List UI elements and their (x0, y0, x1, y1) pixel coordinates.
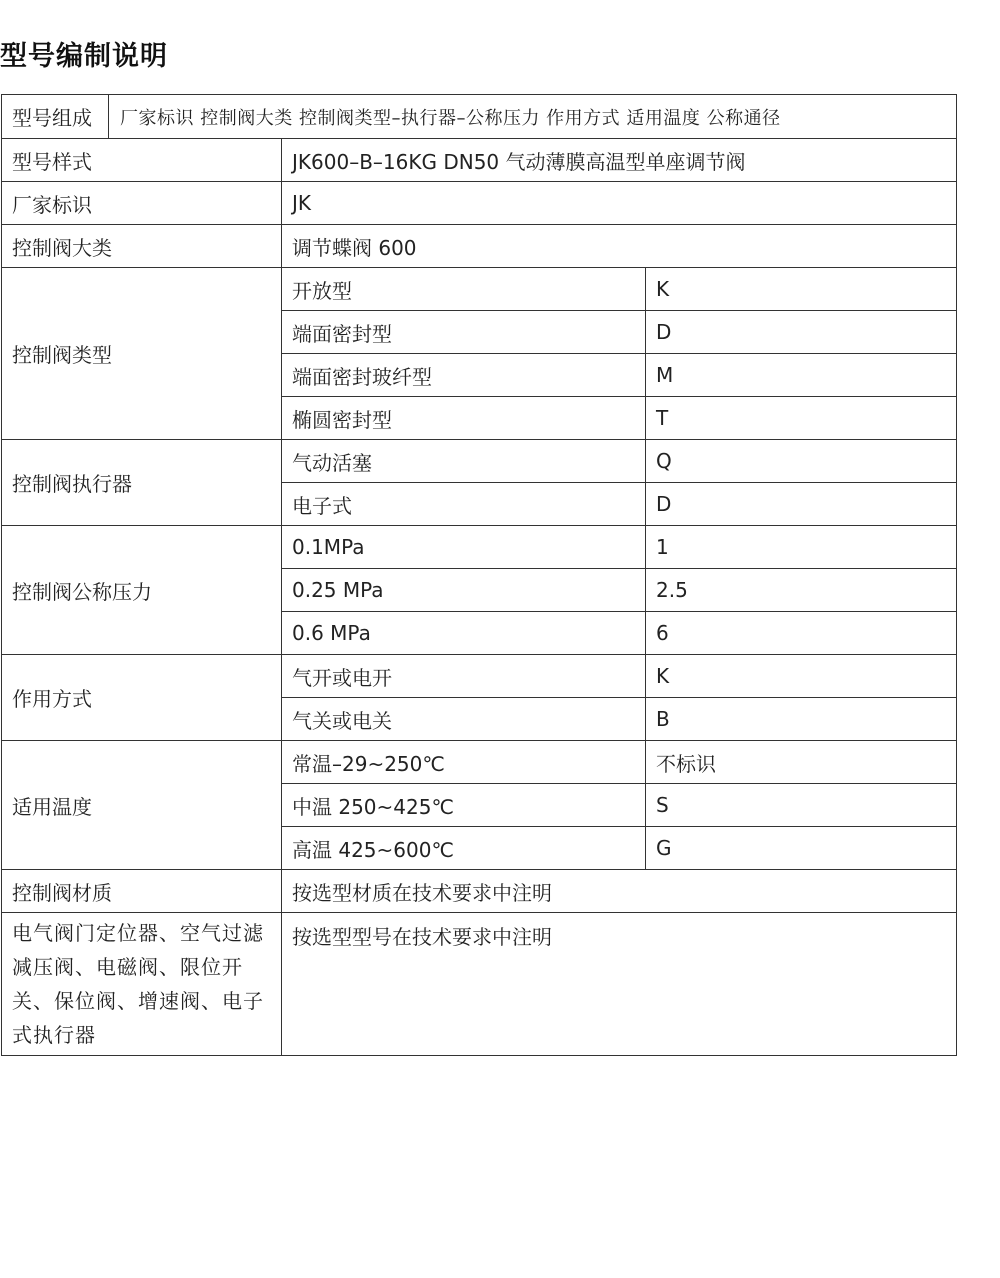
option-code: 不标识 (646, 741, 957, 784)
valve-category-label: 控制阀大类 (2, 225, 282, 268)
temperature-label: 适用温度 (2, 741, 282, 870)
option-code: Q (646, 440, 957, 483)
option-name: 气关或电关 (282, 698, 646, 741)
accessories-row (2, 913, 957, 1056)
material-value: 按选型材质在技术要求中注明 (282, 870, 957, 913)
page-title: 型号编制说明 (0, 41, 168, 72)
composition-row (2, 95, 957, 139)
pressure-row (2, 526, 957, 569)
model-example-value: JK600–B–16KG DN50 气动薄膜高温型单座调节阀 (282, 139, 957, 182)
option-name: 中温 250~425℃ (282, 784, 646, 827)
option-name: 0.6 MPa (282, 612, 646, 655)
model-example-label: 型号样式 (2, 139, 282, 182)
option-name: 气动活塞 (282, 440, 646, 483)
option-name: 端面密封型 (282, 311, 646, 354)
option-code: S (646, 784, 957, 827)
option-code: G (646, 827, 957, 870)
option-name: 常温–29~250℃ (282, 741, 646, 784)
manufacturer-row (2, 182, 957, 225)
manufacturer-value: JK (282, 182, 957, 225)
model-example-row (2, 139, 957, 182)
option-name: 气开或电开 (282, 655, 646, 698)
accessories-label: 电气阀门定位器、空气过滤减压阀、电磁阀、限位开关、保位阀、增速阀、电子式执行器 (2, 913, 282, 1056)
material-row (2, 870, 957, 913)
composition-label: 型号组成 (2, 95, 109, 138)
option-name: 电子式 (282, 483, 646, 526)
option-name: 开放型 (282, 268, 646, 311)
material-label: 控制阀材质 (2, 870, 282, 913)
temperature-row (2, 741, 957, 784)
valve-type-row (2, 268, 957, 311)
pressure-label: 控制阀公称压力 (2, 526, 282, 655)
option-code: 1 (646, 526, 957, 569)
option-name: 高温 425~600℃ (282, 827, 646, 870)
model-spec-table (1, 94, 957, 1056)
option-code: M (646, 354, 957, 397)
option-code: 2.5 (646, 569, 957, 612)
option-code: K (646, 655, 957, 698)
action-mode-label: 作用方式 (2, 655, 282, 741)
manufacturer-label: 厂家标识 (2, 182, 282, 225)
option-name: 0.25 MPa (282, 569, 646, 612)
valve-category-row (2, 225, 957, 268)
option-code: B (646, 698, 957, 741)
option-code: D (646, 483, 957, 526)
actuator-row (2, 440, 957, 483)
valve-type-label: 控制阀类型 (2, 268, 282, 440)
composition-value: 厂家标识 控制阀大类 控制阀类型–执行器–公称压力 作用方式 适用温度 公称通径 (120, 107, 781, 129)
option-name: 0.1MPa (282, 526, 646, 569)
option-code: 6 (646, 612, 957, 655)
option-name: 椭圆密封型 (282, 397, 646, 440)
composition-cell (2, 95, 957, 139)
option-code: T (646, 397, 957, 440)
accessories-value: 按选型型号在技术要求中注明 (282, 913, 957, 1056)
option-code: D (646, 311, 957, 354)
actuator-label: 控制阀执行器 (2, 440, 282, 526)
valve-category-value: 调节蝶阀 600 (282, 225, 957, 268)
action-mode-row (2, 655, 957, 698)
option-code: K (646, 268, 957, 311)
option-name: 端面密封玻纤型 (282, 354, 646, 397)
